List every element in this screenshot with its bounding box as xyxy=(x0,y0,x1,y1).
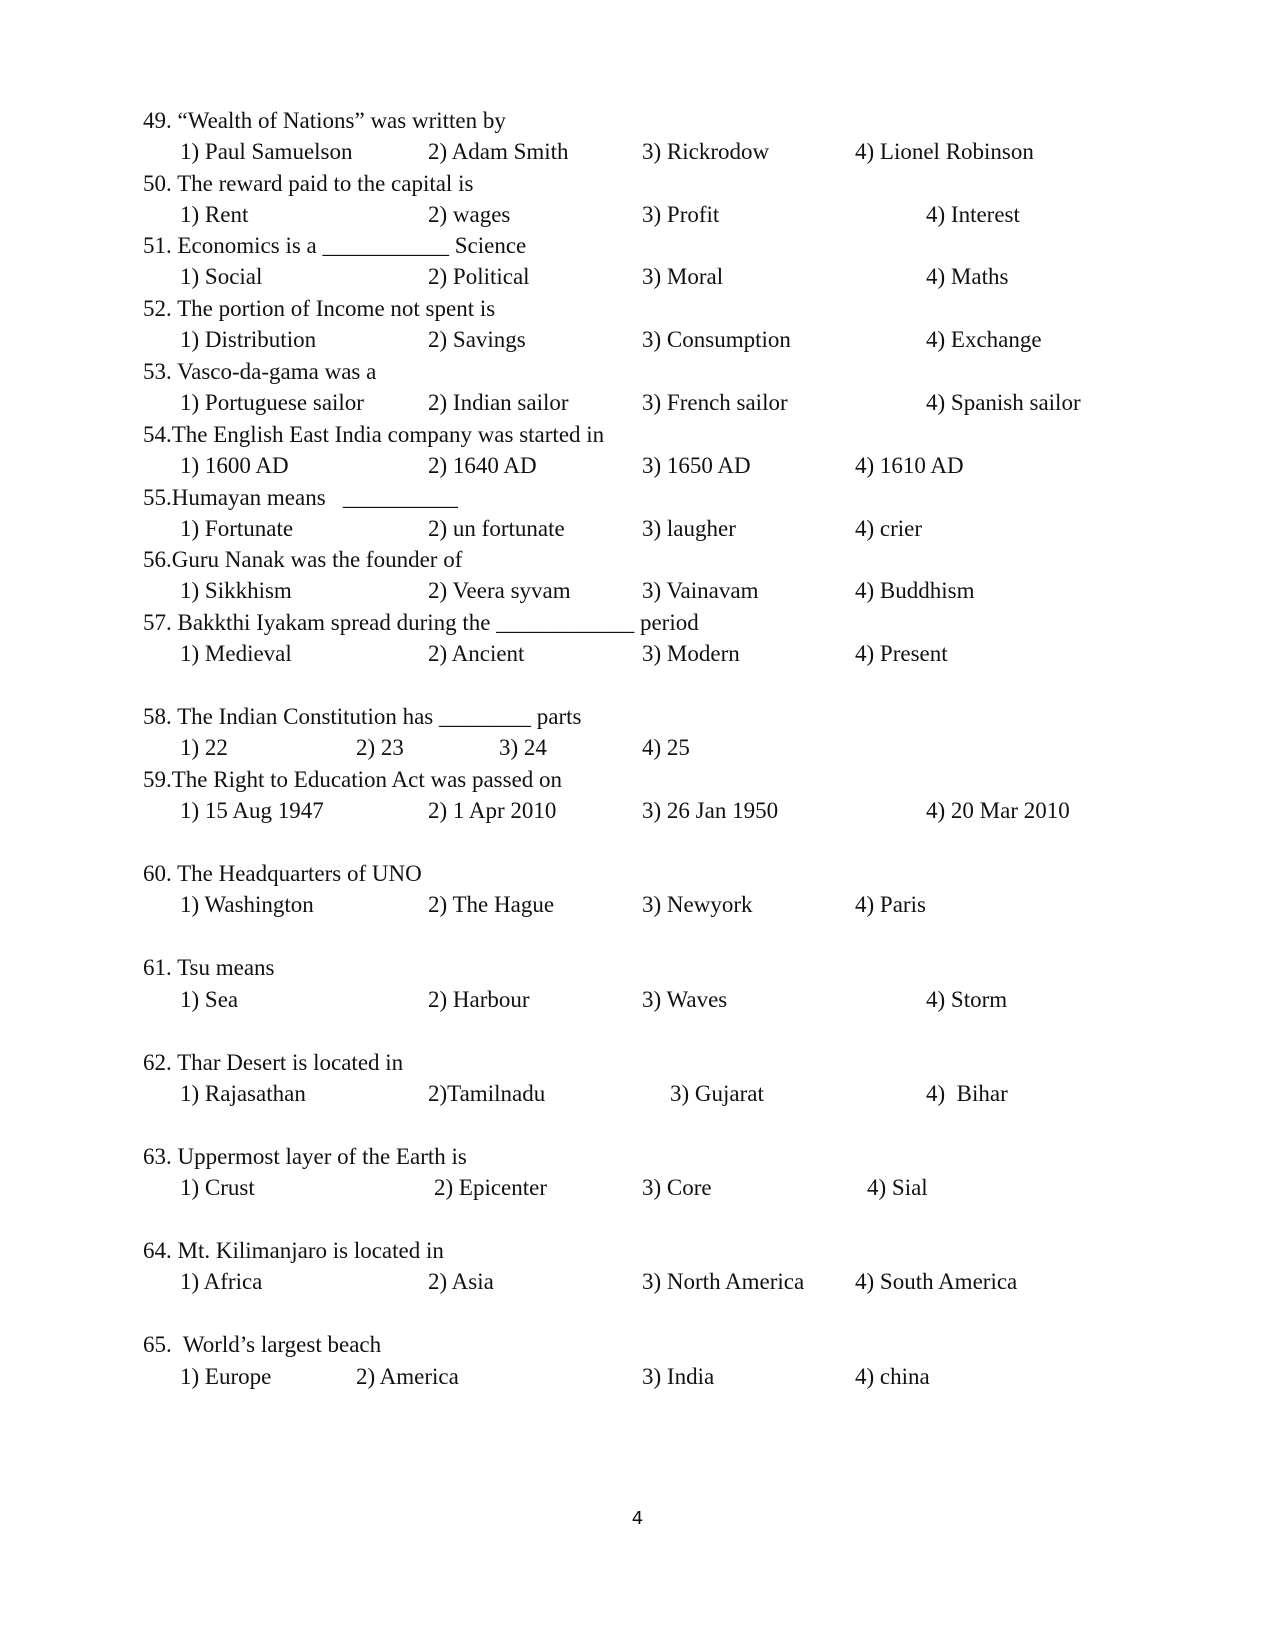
option-57-1: 1) Medieval xyxy=(180,641,292,666)
option-49-4: 4) Lionel Robinson xyxy=(855,139,1034,164)
option-61-1: 1) Sea xyxy=(180,987,239,1012)
option-62-2: 2)Tamilnadu xyxy=(428,1081,546,1106)
option-60-2: 2) The Hague xyxy=(428,892,555,917)
option-59-1: 1) 15 Aug 1947 xyxy=(180,798,324,823)
option-62-4: 4) Bihar xyxy=(926,1081,1008,1106)
page-number: 4 xyxy=(631,1508,644,1529)
option-51-2: 2) Political xyxy=(428,264,530,289)
question-65: 65. World’s largest beach xyxy=(143,1332,382,1357)
option-58-4: 4) 25 xyxy=(642,735,690,760)
option-51-4: 4) Maths xyxy=(926,264,1009,289)
option-50-2: 2) wages xyxy=(428,202,511,227)
option-52-3: 3) Consumption xyxy=(642,327,791,352)
option-58-1: 1) 22 xyxy=(180,735,228,760)
option-60-1: 1) Washington xyxy=(180,892,314,917)
option-53-3: 3) French sailor xyxy=(642,390,788,415)
option-63-1: 1) Crust xyxy=(180,1175,255,1200)
option-65-1: 1) Europe xyxy=(180,1364,272,1389)
option-49-1: 1) Paul Samuelson xyxy=(180,139,353,164)
option-65-3: 3) India xyxy=(642,1364,715,1389)
option-61-4: 4) Storm xyxy=(926,987,1008,1012)
question-55: 55.Humayan means __________ xyxy=(143,485,458,510)
option-58-2: 2) 23 xyxy=(356,735,404,760)
option-54-2: 2) 1640 AD xyxy=(428,453,537,478)
question-51: 51. Economics is a ___________ Science xyxy=(143,233,527,258)
question-56: 56.Guru Nanak was the founder of xyxy=(143,547,463,572)
option-54-1: 1) 1600 AD xyxy=(180,453,289,478)
question-58: 58. The Indian Constitution has ________ parts xyxy=(143,704,582,729)
question-57: 57. Bakkthi Iyakam spread during the ____________ period xyxy=(143,610,699,635)
option-57-3: 3) Modern xyxy=(642,641,740,666)
option-52-1: 1) Distribution xyxy=(180,327,317,352)
option-56-3: 3) Vainavam xyxy=(642,578,759,603)
option-59-2: 2) 1 Apr 2010 xyxy=(428,798,557,823)
option-62-1: 1) Rajasathan xyxy=(180,1081,306,1106)
option-54-4: 4) 1610 AD xyxy=(855,453,964,478)
option-50-4: 4) Interest xyxy=(926,202,1020,227)
option-56-4: 4) Buddhism xyxy=(855,578,975,603)
option-64-3: 3) North America xyxy=(642,1269,805,1294)
question-64: 64. Mt. Kilimanjaro is located in xyxy=(143,1238,444,1263)
option-54-3: 3) 1650 AD xyxy=(642,453,751,478)
option-57-2: 2) Ancient xyxy=(428,641,525,666)
question-59: 59.The Right to Education Act was passed on xyxy=(143,767,563,792)
option-61-3: 3) Waves xyxy=(642,987,728,1012)
option-63-3: 3) Core xyxy=(642,1175,712,1200)
option-65-2: 2) America xyxy=(356,1364,459,1389)
option-53-1: 1) Portuguese sailor xyxy=(180,390,364,415)
option-50-1: 1) Rent xyxy=(180,202,249,227)
option-61-2: 2) Harbour xyxy=(428,987,530,1012)
option-56-1: 1) Sikkhism xyxy=(180,578,292,603)
option-49-3: 3) Rickrodow xyxy=(642,139,770,164)
option-56-2: 2) Veera syvam xyxy=(428,578,571,603)
option-55-2: 2) un fortunate xyxy=(428,516,565,541)
option-49-2: 2) Adam Smith xyxy=(428,139,569,164)
question-60: 60. The Headquarters of UNO xyxy=(143,861,422,886)
option-64-4: 4) South America xyxy=(855,1269,1018,1294)
option-60-4: 4) Paris xyxy=(855,892,926,917)
option-52-2: 2) Savings xyxy=(428,327,526,352)
option-50-3: 3) Profit xyxy=(642,202,720,227)
question-52: 52. The portion of Income not spent is xyxy=(143,296,496,321)
question-50: 50. The reward paid to the capital is xyxy=(143,171,474,196)
option-63-4: 4) Sial xyxy=(867,1175,928,1200)
question-62: 62. Thar Desert is located in xyxy=(143,1050,404,1075)
option-64-2: 2) Asia xyxy=(428,1269,494,1294)
option-55-1: 1) Fortunate xyxy=(180,516,294,541)
option-59-3: 3) 26 Jan 1950 xyxy=(642,798,779,823)
option-53-4: 4) Spanish sailor xyxy=(926,390,1081,415)
question-49: 49. “Wealth of Nations” was written by xyxy=(143,108,506,133)
option-63-2: 2) Epicenter xyxy=(434,1175,548,1200)
question-61: 61. Tsu means xyxy=(143,955,275,980)
option-60-3: 3) Newyork xyxy=(642,892,753,917)
option-51-3: 3) Moral xyxy=(642,264,724,289)
option-58-3: 3) 24 xyxy=(499,735,547,760)
question-63: 63. Uppermost layer of the Earth is xyxy=(143,1144,467,1169)
option-59-4: 4) 20 Mar 2010 xyxy=(926,798,1070,823)
option-55-3: 3) laugher xyxy=(642,516,736,541)
option-53-2: 2) Indian sailor xyxy=(428,390,569,415)
option-64-1: 1) Africa xyxy=(180,1269,263,1294)
option-62-3: 3) Gujarat xyxy=(670,1081,764,1106)
option-65-4: 4) china xyxy=(855,1364,930,1389)
question-54: 54.The English East India company was started in xyxy=(143,422,605,447)
option-51-1: 1) Social xyxy=(180,264,263,289)
option-57-4: 4) Present xyxy=(855,641,948,666)
option-55-4: 4) crier xyxy=(855,516,923,541)
question-53: 53. Vasco-da-gama was a xyxy=(143,359,377,384)
option-52-4: 4) Exchange xyxy=(926,327,1042,352)
